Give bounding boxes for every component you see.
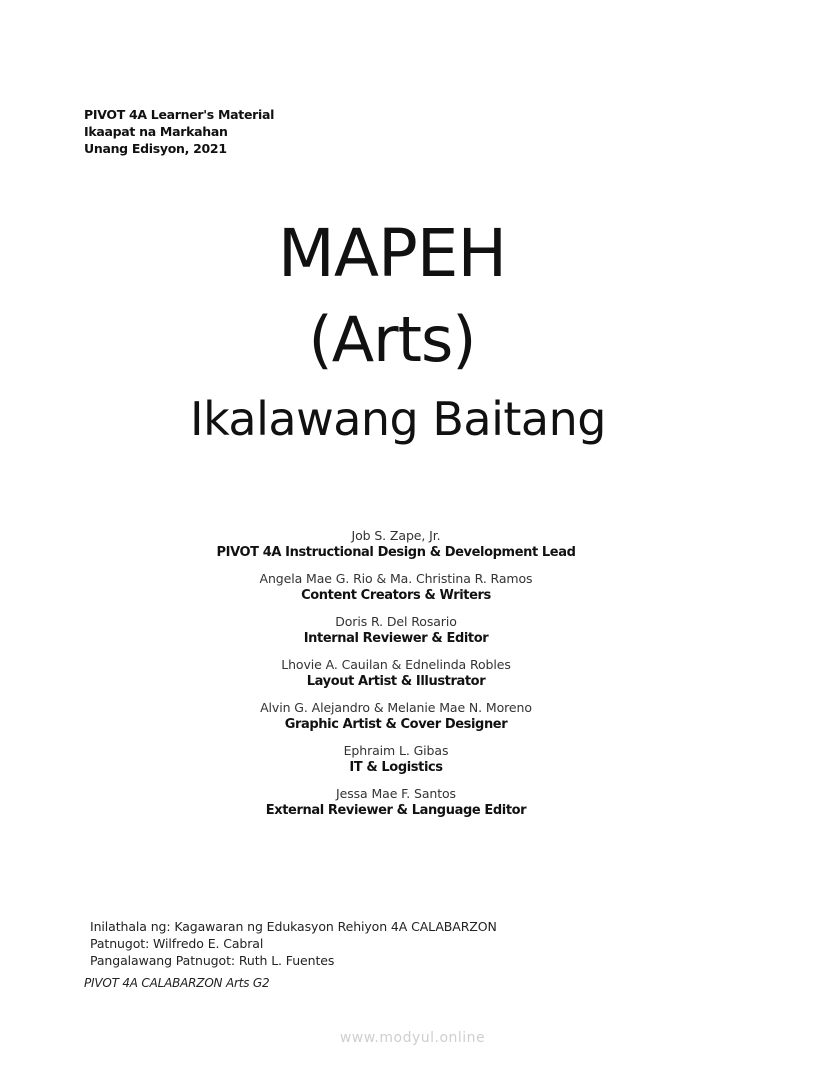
credit-name: Lhovie A. Cauilan & Ednelinda Robles xyxy=(281,657,511,672)
credit-role: Graphic Artist & Cover Designer xyxy=(284,717,508,732)
credit-entry xyxy=(0,527,792,561)
credit-role: IT & Logistics xyxy=(349,760,443,775)
publisher-info xyxy=(90,918,497,969)
edition-info xyxy=(84,106,274,157)
director-line: Patnugot: Wilfredo E. Cabral xyxy=(90,936,264,951)
edition-label: Unang Edisyon, 2021 xyxy=(84,141,227,156)
publisher-line: Inilathala ng: Kagawaran ng Edukasyon Rehiyon 4A CALABARZON xyxy=(90,919,497,934)
footer-label: PIVOT 4A CALABARZON Arts G2 xyxy=(84,976,270,990)
watermark: www.modyul.online xyxy=(339,1030,486,1046)
credit-entry xyxy=(0,699,792,733)
credit-role: Layout Artist & Illustrator xyxy=(306,674,486,689)
credit-name: Alvin G. Alejandro & Melanie Mae N. Moreno xyxy=(260,700,532,715)
credit-name: Angela Mae G. Rio & Ma. Christina R. Ramos xyxy=(259,571,533,586)
credit-entry xyxy=(0,570,792,604)
credit-role: Content Creators & Writers xyxy=(301,588,491,603)
credit-role: Internal Reviewer & Editor xyxy=(303,631,489,646)
grade-title: Ikalawang Baitang xyxy=(190,392,606,446)
subject-title: MAPEH xyxy=(277,215,507,292)
credit-name: Ephraim L. Gibas xyxy=(343,743,449,758)
credit-name: Job S. Zape, Jr. xyxy=(351,528,441,543)
credits-list xyxy=(0,527,792,828)
credit-entry xyxy=(0,742,792,776)
credit-entry xyxy=(0,656,792,690)
assistant-director-line: Pangalawang Patnugot: Ruth L. Fuentes xyxy=(90,953,335,968)
credit-entry xyxy=(0,785,792,819)
component-title: (Arts) xyxy=(308,303,476,376)
credit-name: Jessa Mae F. Santos xyxy=(336,786,456,801)
credit-role: PIVOT 4A Instructional Design & Development Lead xyxy=(216,545,576,560)
credit-role: External Reviewer & Language Editor xyxy=(265,803,527,818)
credit-name: Doris R. Del Rosario xyxy=(335,614,457,629)
credit-entry xyxy=(0,613,792,647)
quarter-label: Ikaapat na Markahan xyxy=(84,124,228,139)
material-label: PIVOT 4A Learner's Material xyxy=(84,107,275,122)
